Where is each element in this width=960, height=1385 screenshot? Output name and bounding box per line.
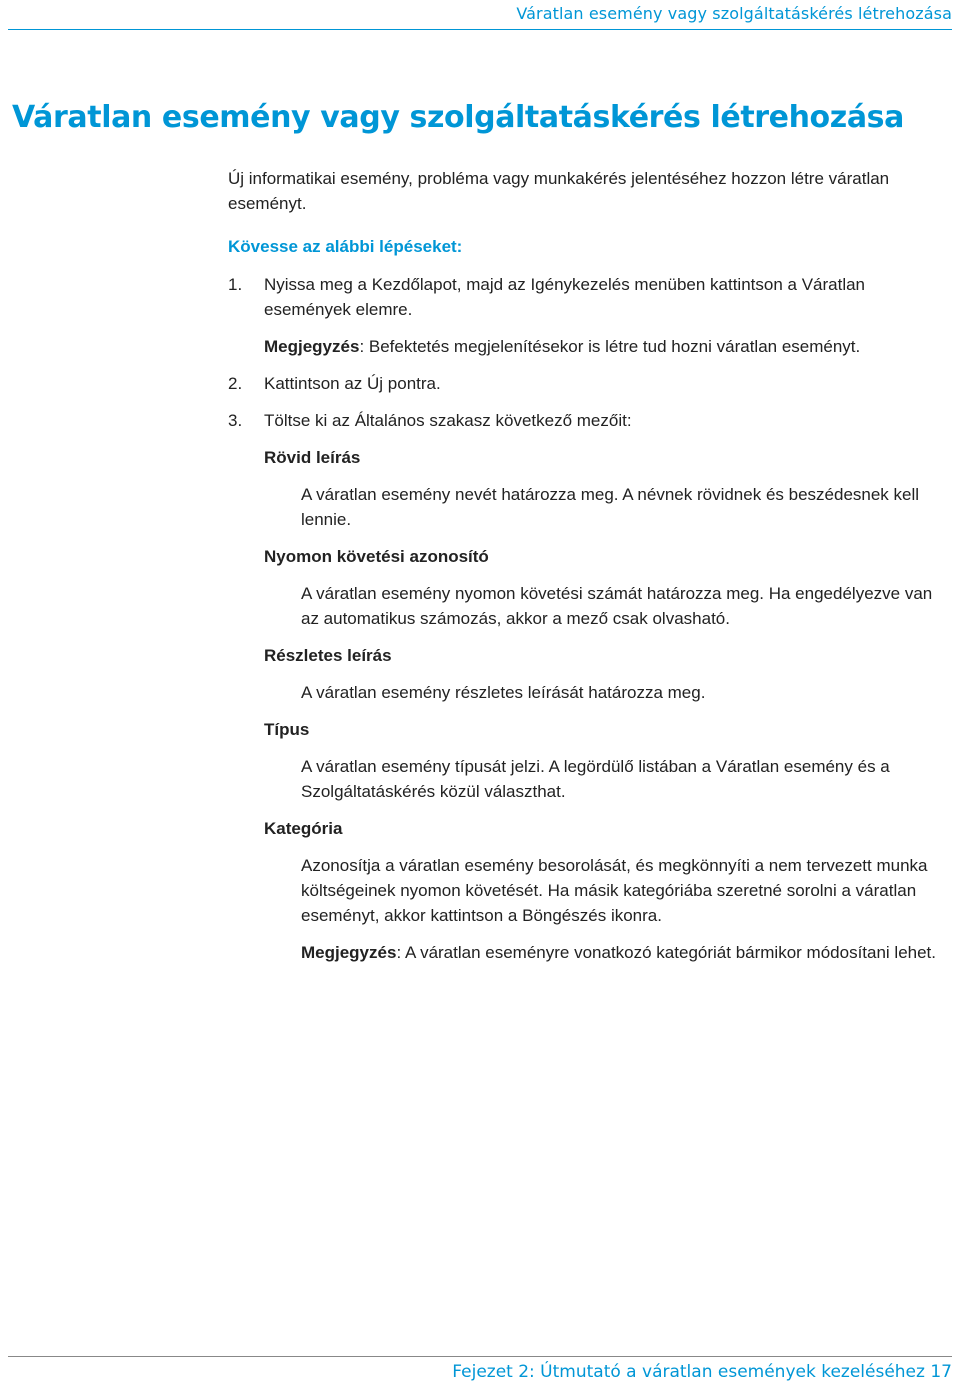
- field-desc-detailed-description: A váratlan esemény részletes leírását határozza meg.: [301, 683, 706, 702]
- category-note: [228, 940, 948, 965]
- step-number: 1.: [228, 275, 243, 294]
- running-header: Váratlan esemény vagy szolgáltatáskérés létrehozása: [516, 4, 952, 23]
- field-desc-tracking-id: A váratlan esemény nyomon követési számát határozza meg. Ha engedélyezve van az automatikus számozás, akkor a mező csak olvasható.: [301, 584, 933, 628]
- step-1-note: [228, 334, 948, 359]
- step-1: [228, 272, 948, 322]
- note-text: : A váratlan eseményre vonatkozó kategóriát bármikor módosítani lehet.: [396, 943, 937, 962]
- field-label-tracking-id: Nyomon követési azonosító: [264, 547, 489, 566]
- step-2: [228, 371, 948, 396]
- field-label-category: Kategória: [264, 819, 343, 838]
- step-text: Nyissa meg a Kezdőlapot, majd az Igénykezelés menüben kattintson a Váratlan események elemre.: [264, 275, 866, 319]
- step-text: Kattintson az Új pontra.: [264, 374, 441, 393]
- field-label-detailed-description: Részletes leírás: [264, 646, 392, 665]
- step-3: [228, 408, 948, 433]
- page-footer: [452, 1362, 952, 1382]
- note-label: Megjegyzés: [264, 337, 360, 356]
- document-body: [228, 166, 948, 965]
- header-divider: [8, 29, 952, 30]
- step-number: 3.: [228, 411, 243, 430]
- field-desc-short-description: A váratlan esemény nevét határozza meg. A névnek rövidnek és beszédesnek kell lennie.: [301, 485, 920, 529]
- step-text: Töltse ki az Általános szakasz következő mezőit:: [264, 411, 632, 430]
- step-number: 2.: [228, 374, 243, 393]
- footer-divider: [8, 1356, 952, 1357]
- note-label: Megjegyzés: [301, 943, 397, 962]
- note-text: : Befektetés megjelenítésekor is létre tud hozni váratlan eseményt.: [359, 337, 861, 356]
- page-title: Váratlan esemény vagy szolgáltatáskérés létrehozása: [12, 100, 904, 135]
- steps-heading: Kövesse az alábbi lépéseket:: [228, 237, 463, 256]
- field-label-short-description: Rövid leírás: [264, 448, 361, 467]
- field-label-type: Típus: [264, 720, 310, 739]
- page-number: 17: [930, 1362, 952, 1382]
- field-desc-type: A váratlan esemény típusát jelzi. A legördülő listában a Váratlan esemény és a Szolgáltatáskérés közül választhat.: [301, 757, 890, 801]
- intro-paragraph: Új informatikai esemény, probléma vagy munkakérés jelentéséhez hozzon létre váratlan eseményt.: [228, 169, 890, 213]
- field-desc-category: Azonosítja a váratlan esemény besorolását, és megkönnyíti a nem tervezett munka költségeinek nyomon követését. Ha másik kategóriába szeretné sorolni a váratlan eseményt, akkor kattintson a Böngészés ikonra.: [301, 856, 928, 925]
- footer-chapter: Fejezet 2: Útmutató a váratlan események kezeléséhez: [452, 1362, 925, 1382]
